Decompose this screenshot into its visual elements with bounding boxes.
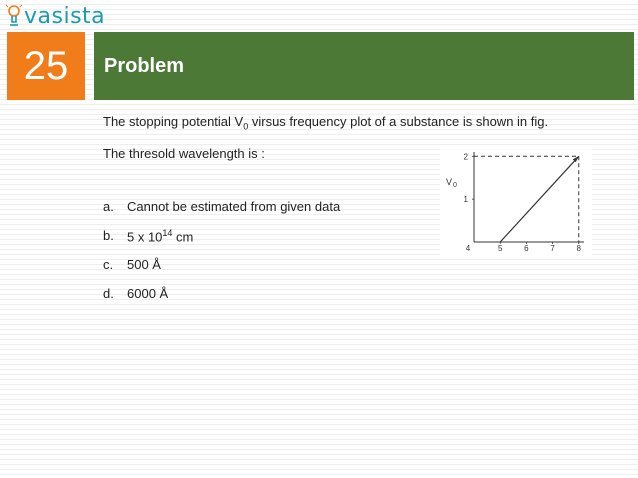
y-tick-label: 1 [463,195,468,205]
option-b-post: cm [172,229,194,245]
question-line-1-pre: The stopping potential V [103,114,244,129]
y-tick-label: 2 [463,152,468,162]
question-line-2: The thresold wavelength is : [103,145,265,161]
title-bar [94,32,634,100]
option-d[interactable] [103,286,340,315]
slide-number-box [7,32,85,100]
option-c[interactable] [103,257,340,286]
option-text [127,228,193,257]
option-letter: b. [103,228,114,243]
option-letter: c. [103,257,114,272]
option-text: 500 Å [127,257,161,272]
options-list [103,199,340,315]
series-line [500,156,579,242]
option-letter: a. [103,199,114,214]
slide-title: Problem [104,54,185,77]
lightbulb-person-icon [6,4,22,28]
option-b-pre: 5 x 10 [127,229,163,245]
stopping-potential-graph [440,146,592,258]
question-line-1-post: virsus frequency plot of a substance is shown in fig. [248,114,549,129]
chart-svg [440,146,592,258]
y-axis-label-subscript: 0 [453,182,457,189]
logo-text: vasista [24,3,106,29]
option-b[interactable] [103,228,340,257]
option-text: 6000 Å [127,286,169,301]
y-axis-label: V [446,177,453,187]
x-tick-label: 7 [550,244,555,253]
option-text: Cannot be estimated from given data [127,199,341,214]
question-line-1 [103,112,548,137]
option-a[interactable] [103,199,340,228]
x-tick-label: 6 [524,244,529,253]
x-tick-label: 5 [497,244,503,253]
x-tick-label: 4 [465,244,471,253]
x-tick-label: 8 [576,244,581,253]
option-b-sup: 14 [162,228,173,238]
question-line-1-sub: 0 [243,121,249,132]
slide-number: 25 [23,43,69,88]
logo [6,2,105,30]
option-letter: d. [103,286,114,301]
